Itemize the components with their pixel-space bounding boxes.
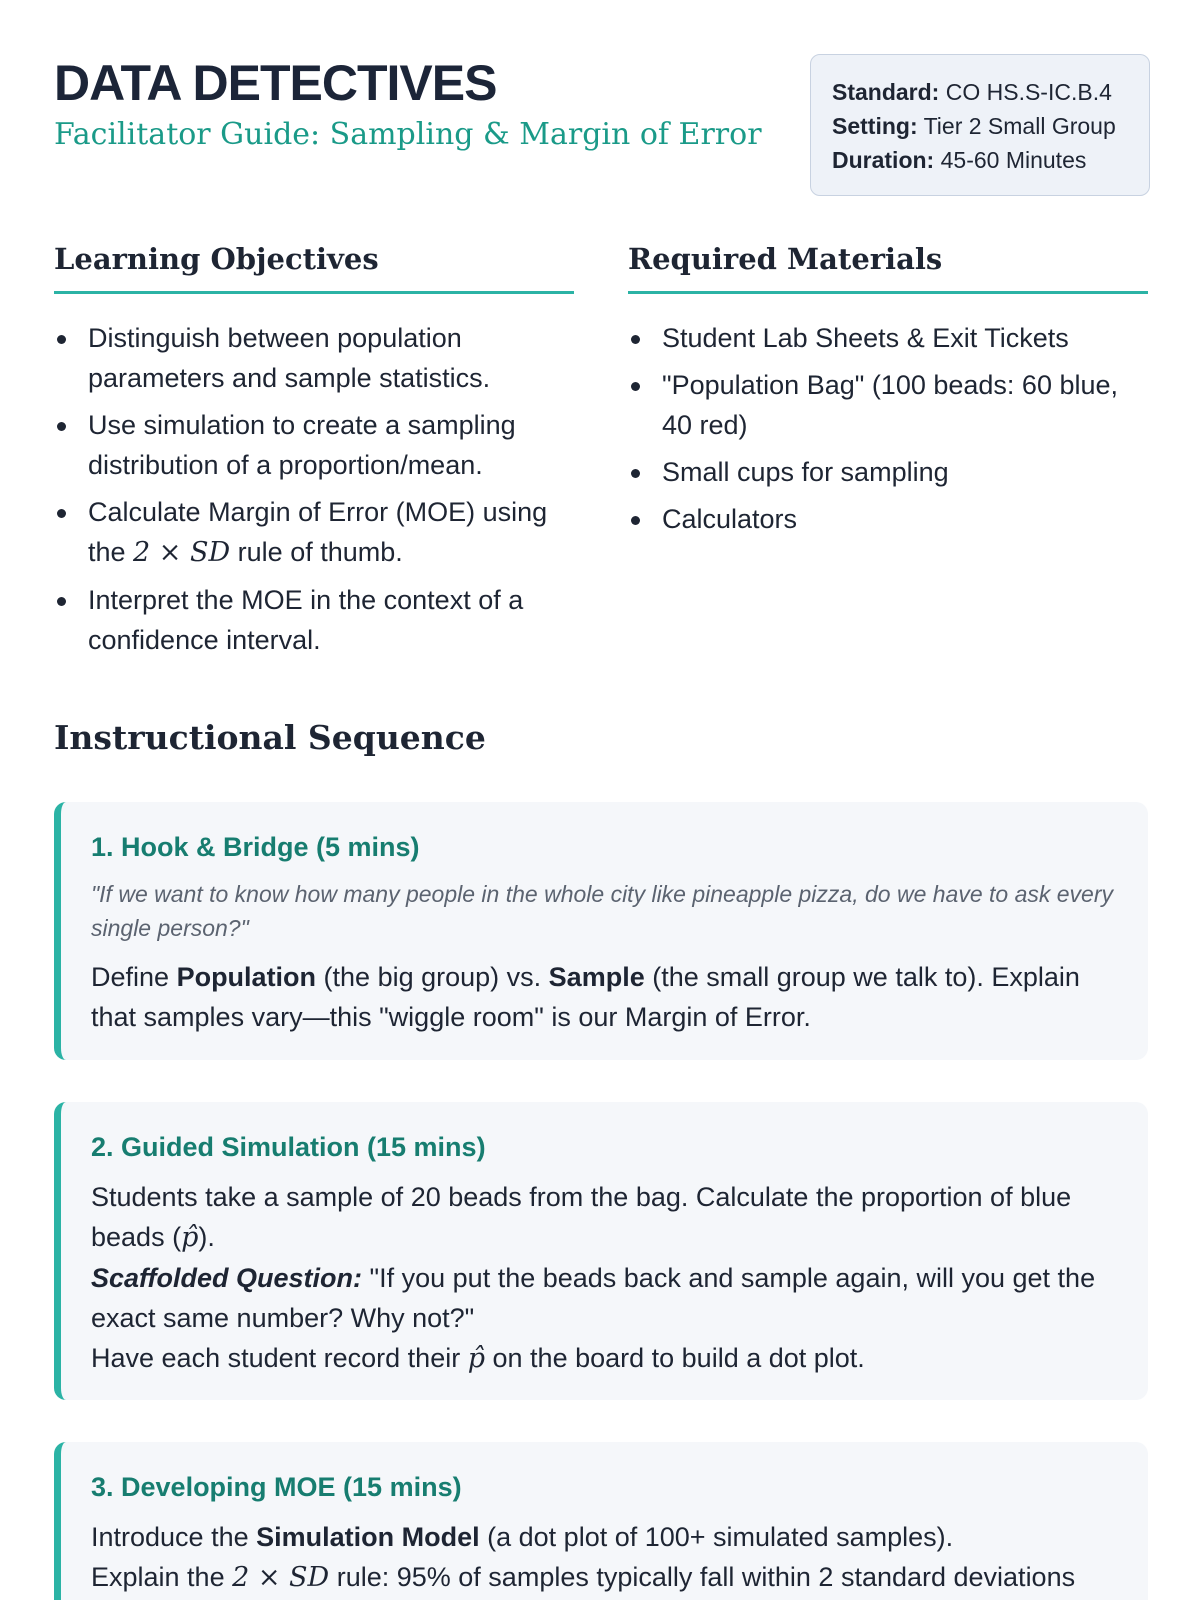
step-body: Students take a sample of 20 beads from the bag. Calculate the proportion of blue beads (p̂). <box>91 1182 1072 1253</box>
meta-duration: Duration: 45-60 Minutes <box>832 147 1087 173</box>
page-subtitle: Facilitator Guide: Sampling & Margin of Error <box>54 117 762 152</box>
step-title: 3. Developing MOE (15 mins) <box>91 1472 462 1502</box>
scaffolded-question: Scaffolded Question: "If you put the beads back and sample again, will you get the exact same number? Why not?" <box>91 1263 1096 1333</box>
list-item: Student Lab Sheets & Exit Tickets <box>628 318 1148 358</box>
step-quote: "If we want to know how many people in the whole city like pineapple pizza, do we have to ask every single person?" <box>91 881 1114 941</box>
step-card-hook <box>54 802 1148 1060</box>
meta-setting: Setting: Tier 2 Small Group <box>832 113 1116 139</box>
step-body: Have each student record their p̂ on the board to build a dot plot. <box>91 1343 865 1374</box>
list-item: Small cups for sampling <box>628 452 1148 492</box>
step-card-guided-simulation <box>54 1102 1148 1400</box>
required-materials-section <box>628 242 1148 546</box>
step-card-developing-moe <box>54 1442 1148 1600</box>
step-title: 1. Hook & Bridge (5 mins) <box>91 832 420 862</box>
step-body: Define Population (the big group) vs. Sample (the small group we talk to). Explain that samples vary—this "wiggle room" is our Margin of Error. <box>91 962 1080 1032</box>
list-item: Calculate Margin of Error (MOE) using the 2 × SD rule of thumb. <box>54 492 574 573</box>
materials-heading: Required Materials <box>628 242 1148 294</box>
objectives-list <box>54 318 574 660</box>
list-item: Interpret the MOE in the context of a confidence interval. <box>54 580 574 660</box>
list-item: Calculators <box>628 499 1148 539</box>
list-item: Use simulation to create a sampling distribution of a proportion/mean. <box>54 405 574 485</box>
learning-objectives-section <box>54 242 574 667</box>
step-title: 2. Guided Simulation (15 mins) <box>91 1132 486 1162</box>
meta-standard: Standard: CO HS.S-IC.B.4 <box>832 79 1112 105</box>
lesson-meta-box <box>810 54 1150 196</box>
header <box>54 54 1148 204</box>
instructional-sequence-heading: Instructional Sequence <box>54 718 486 757</box>
materials-list <box>628 318 1148 539</box>
step-body: Explain the 2 × SD rule: 95% of samples typically fall within 2 standard deviations <box>91 1562 1076 1593</box>
list-item: "Population Bag" (100 beads: 60 blue, 40 red) <box>628 365 1148 445</box>
objectives-heading: Learning Objectives <box>54 242 574 294</box>
page-title: DATA DETECTIVES <box>54 55 497 111</box>
step-body: Introduce the Simulation Model (a dot plot of 100+ simulated samples). <box>91 1522 954 1552</box>
list-item: Distinguish between population parameters and sample statistics. <box>54 318 574 398</box>
